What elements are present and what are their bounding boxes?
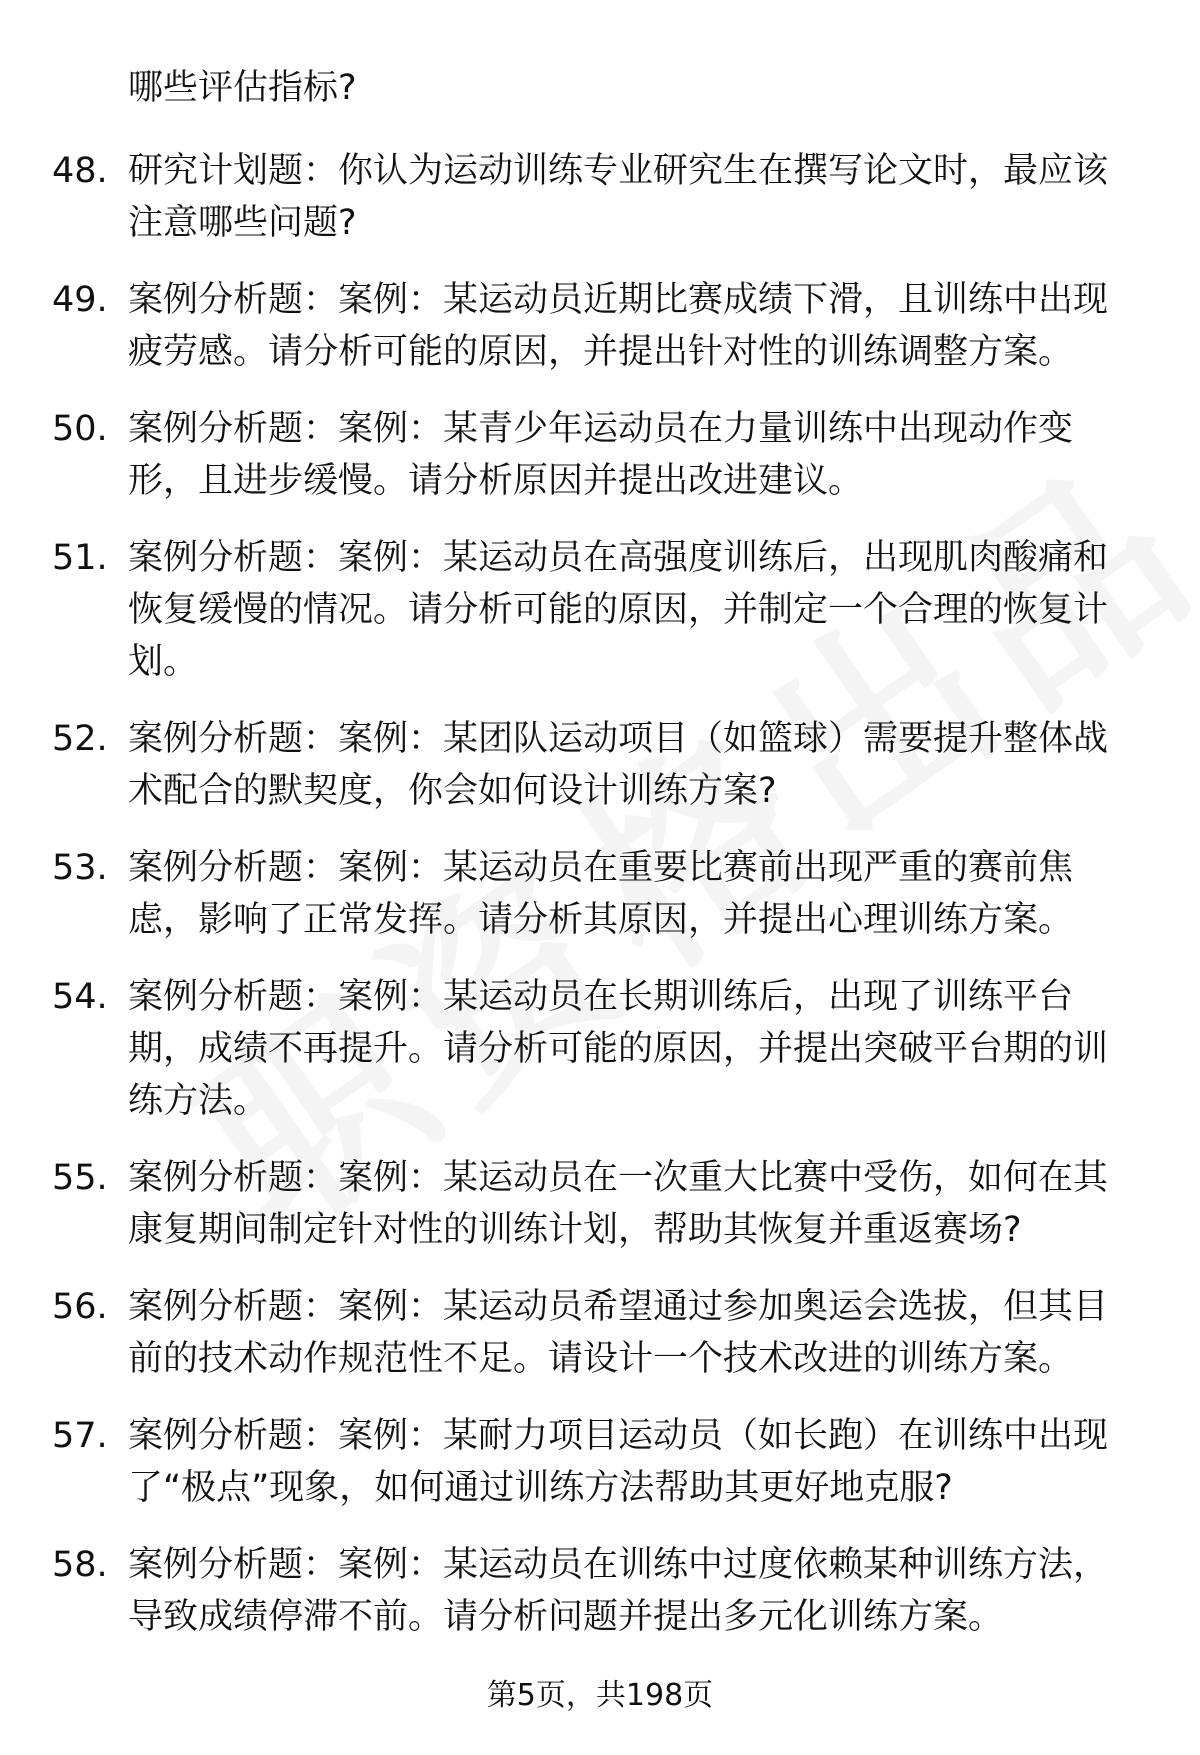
question-number: 55.: [52, 1158, 108, 1198]
question-text: 案例分析题：案例：某运动员在高强度训练后，出现肌肉酸痛和恢复缓慢的情况。请分析可能的原因，并制定一个合理的恢复计划。: [128, 538, 1109, 682]
question-number: 58.: [52, 1545, 108, 1585]
question-item: [0, 532, 1138, 688]
question-item: [0, 1281, 1138, 1385]
question-list: [0, 145, 1200, 1668]
continuation-text: 哪些评估指标?: [128, 68, 357, 108]
question-number: 56.: [52, 1287, 108, 1327]
question-text: 案例分析题：案例：某运动员希望通过参加奥运会选拔，但其目前的技术动作规范性不足。请设计一个技术改进的训练方案。: [128, 1287, 1109, 1379]
question-text: 案例分析题：案例：某运动员在长期训练后，出现了训练平台期，成绩不再提升。请分析可能的原因，并提出突破平台期的训练方法。: [128, 977, 1109, 1121]
question-number: 57.: [52, 1416, 108, 1456]
question-text: 案例分析题：案例：某耐力项目运动员（如长跑）在训练中出现了“极点”现象，如何通过训练方法帮助其更好地克服?: [128, 1416, 1109, 1508]
page-footer: 第5页，共198页: [486, 1678, 714, 1713]
question-number: 49.: [52, 280, 108, 320]
question-number: 51.: [52, 538, 108, 578]
question-number: 53.: [52, 848, 108, 888]
question-text: 案例分析题：案例：某运动员在重要比赛前出现严重的赛前焦虑，影响了正常发挥。请分析其原因，并提出心理训练方案。: [128, 848, 1074, 940]
question-item: [0, 1539, 1138, 1643]
question-number: 50.: [52, 409, 108, 449]
question-text: 案例分析题：案例：某团队运动项目（如篮球）需要提升整体战术配合的默契度，你会如何设计训练方案?: [128, 719, 1109, 811]
question-text: 案例分析题：案例：某青少年运动员在力量训练中出现动作变形，且进步缓慢。请分析原因并提出改进建议。: [128, 409, 1074, 501]
question-item: [0, 971, 1138, 1127]
question-item: [0, 1152, 1138, 1256]
question-item: [0, 842, 1138, 946]
question-item: [0, 713, 1138, 817]
question-text: 案例分析题：案例：某运动员在一次重大比赛中受伤，如何在其康复期间制定针对性的训练计划，帮助其恢复并重返赛场?: [128, 1158, 1109, 1250]
question-text: 案例分析题：案例：某运动员在训练中过度依赖某种训练方法，导致成绩停滞不前。请分析问题并提出多元化训练方案。: [128, 1545, 1109, 1637]
question-number: 52.: [52, 719, 108, 759]
question-number: 54.: [52, 977, 108, 1017]
question-item: [0, 145, 1138, 249]
question-item: [0, 403, 1138, 507]
question-text: 案例分析题：案例：某运动员近期比赛成绩下滑，且训练中出现疲劳感。请分析可能的原因，并提出针对性的训练调整方案。: [128, 280, 1109, 372]
question-item: [0, 1410, 1138, 1514]
question-number: 48.: [52, 151, 108, 191]
question-item: [0, 274, 1138, 378]
question-text: 研究计划题：你认为运动训练专业研究生在撰写论文时，最应该注意哪些问题?: [128, 151, 1109, 243]
